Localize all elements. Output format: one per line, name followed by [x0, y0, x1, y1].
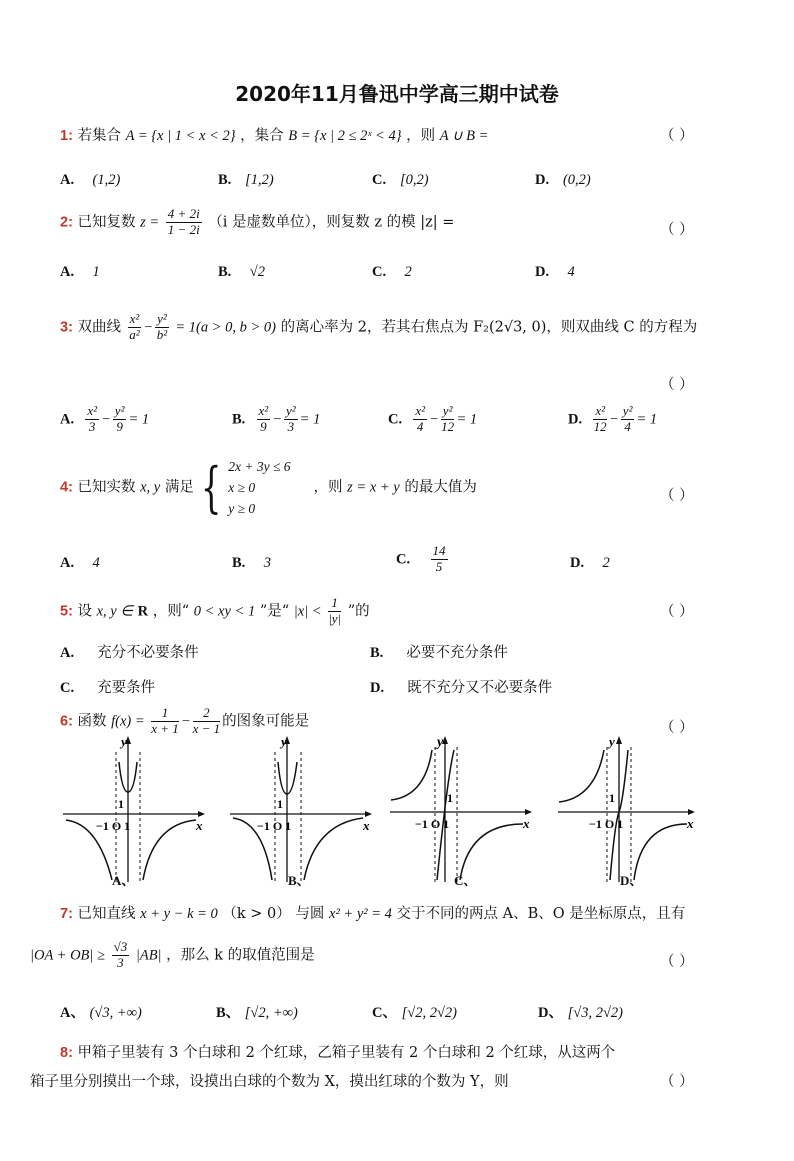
- question-text: 甲箱子里装有 3 个白球和 2 个红球，乙箱子里装有 2 个白球和 2 个红球，从这两个: [77, 1045, 616, 1061]
- question-4: [60, 456, 477, 519]
- expression: x² + y² = 4: [329, 906, 392, 922]
- option-text: (√3, +∞): [89, 1005, 142, 1021]
- numerator: x²: [129, 311, 140, 326]
- denominator: 5: [435, 558, 443, 574]
- question-number: 2:: [60, 214, 73, 231]
- question-number: 4:: [60, 479, 73, 496]
- question-8-line-2: [30, 1070, 509, 1091]
- option-text: 3: [263, 555, 271, 571]
- question-8: [60, 1041, 615, 1062]
- option-label: C.: [372, 172, 387, 188]
- expression: A ∪ B =: [439, 128, 489, 144]
- numerator: x²: [595, 403, 605, 418]
- graph-a: [58, 732, 208, 884]
- option-c: [372, 172, 429, 189]
- option-d: [538, 1001, 623, 1022]
- option-text: [√3, 2√2): [567, 1005, 623, 1021]
- numerator: y²: [285, 403, 296, 418]
- axis-x-label: x: [687, 816, 694, 831]
- question-text: ，则“: [152, 603, 190, 620]
- option-c: [396, 544, 450, 575]
- option-d: [535, 172, 591, 189]
- question-text: 满足: [164, 479, 194, 496]
- denominator: 3: [117, 954, 124, 970]
- option-text: 4: [92, 555, 100, 571]
- option-label: D、: [538, 1005, 563, 1021]
- option-label: A.: [60, 411, 75, 428]
- question-3: 3: 双曲线 $\frac{\text{x²}}{\text{a²}}$ − $\frac{\text{y²}}{\text{b²}}$ = 1(a > 0, b > 0) 的离心率为 2，若其右焦点为 F₂(2√3, 0)，则双曲线 C 的方程为: [60, 311, 698, 342]
- answer-blank: （ ）: [660, 377, 694, 393]
- option-label: D.: [568, 411, 583, 428]
- option-label: A.: [60, 645, 75, 661]
- question-text: ，则: [406, 128, 436, 144]
- denominator: 12: [441, 418, 455, 434]
- numerator: y²: [114, 403, 125, 418]
- brace: {: [200, 455, 222, 519]
- option-text: 充要条件: [97, 680, 156, 696]
- option-b: [218, 172, 274, 189]
- exam-title: 2020年11月鲁迅中学高三期中试卷: [235, 82, 559, 106]
- denominator: 1 − 2i: [167, 221, 200, 237]
- option-text: 4: [567, 264, 575, 280]
- option-c: [372, 1001, 457, 1022]
- question-5: [60, 596, 370, 627]
- constraint-system: [228, 456, 290, 519]
- question-text: 若集合: [77, 128, 122, 144]
- real-set: R: [137, 603, 149, 620]
- question-7: [60, 902, 685, 923]
- option-d: D. $\frac{\text{x²}}{12}$ − $\frac{\text{y²}}{4}$ = 1: [568, 403, 658, 434]
- option-c: [372, 264, 412, 281]
- option-b: [232, 555, 271, 572]
- tick-labels: −1 O 1: [415, 817, 450, 831]
- question-text: ，那么 k 的取值范围是: [166, 947, 315, 964]
- option-label: B.: [232, 555, 246, 571]
- expression: 0 < xy < 1: [193, 603, 256, 620]
- tick-one: 1: [447, 791, 453, 805]
- option-label: B.: [370, 645, 384, 661]
- expression: = 1(a > 0, b > 0): [175, 319, 277, 336]
- numerator: y²: [157, 311, 167, 326]
- question-text: 函数: [77, 713, 107, 730]
- numerator: 14: [432, 543, 446, 558]
- numerator: 1: [328, 596, 341, 612]
- expression: z =: [140, 214, 160, 231]
- option-label: A.: [60, 172, 75, 188]
- option-a: [60, 555, 100, 572]
- question-2: [60, 207, 454, 238]
- expression: x + y − k = 0: [140, 906, 218, 922]
- question-text: 与圆: [295, 906, 325, 922]
- answer-blank: （ ）: [660, 954, 694, 970]
- expression: f(x) =: [111, 713, 145, 730]
- option-label: C.: [60, 680, 75, 696]
- expression: = 1: [299, 411, 321, 428]
- variables: x, y ∈: [96, 603, 134, 620]
- option-label: B.: [218, 264, 232, 280]
- expression: = 1: [636, 411, 658, 428]
- question-text: ，集合: [240, 128, 284, 144]
- axis-y-label: y: [281, 734, 287, 749]
- set-a: A = {x | 1 < x < 2}: [125, 128, 236, 144]
- denominator: 3: [88, 418, 96, 434]
- answer-blank: （ ）: [660, 222, 694, 238]
- question-number: 6:: [60, 713, 73, 730]
- option-b: [218, 264, 265, 281]
- question-text: 的最大值为: [404, 479, 477, 496]
- numerator: 2: [193, 706, 221, 722]
- set-b: B = {x | 2 ≤ 2ˣ < 4}: [288, 128, 402, 144]
- constraint: x ≥ 0: [228, 480, 256, 495]
- option-label: C.: [388, 411, 403, 428]
- tick-one: 1: [118, 797, 124, 811]
- expression: |OA + OB| ≥: [30, 947, 105, 964]
- question-text: ，则: [313, 479, 343, 496]
- question-text: ”是“: [259, 603, 290, 620]
- expression: = 1: [128, 411, 150, 428]
- question-text: （k > 0）: [222, 906, 291, 922]
- option-label: D.: [535, 264, 550, 280]
- fraction: [128, 312, 142, 343]
- fraction: [328, 596, 341, 627]
- option-d: [370, 676, 552, 697]
- option-d: [535, 264, 575, 281]
- question-text: 设: [77, 603, 93, 620]
- graph-c: [385, 732, 535, 884]
- question-number: 3:: [60, 319, 73, 336]
- expression: |x| <: [293, 603, 322, 620]
- answer-blank: （ ）: [660, 1074, 694, 1090]
- denominator: x − 1: [192, 720, 221, 736]
- question-number: 8:: [60, 1045, 73, 1061]
- question-number: 7:: [60, 906, 73, 922]
- axis-y-label: y: [121, 734, 127, 749]
- denominator: 9: [260, 418, 267, 434]
- option-a: [60, 1001, 142, 1022]
- numerator: 4 + 2i: [167, 206, 200, 221]
- numerator: x²: [415, 403, 425, 418]
- option-d: [570, 555, 610, 572]
- answer-blank: （ ）: [660, 604, 694, 620]
- axis-x-label: x: [523, 816, 530, 831]
- question-number: 5:: [60, 603, 73, 620]
- option-label: C、: [372, 1005, 397, 1021]
- option-text: (0,2): [562, 172, 591, 188]
- variables: x, y: [140, 479, 161, 496]
- constraint: 2x + 3y ≤ 6: [228, 459, 291, 474]
- option-label: A.: [60, 555, 75, 571]
- axis-y-label: y: [609, 734, 615, 749]
- tick-labels: −1 O 1: [589, 817, 624, 831]
- denominator: 4: [624, 418, 631, 434]
- answer-blank: （ ）: [660, 720, 694, 736]
- answer-blank: （ ）: [660, 128, 694, 144]
- option-label: D.: [570, 555, 585, 571]
- option-label: D.: [535, 172, 550, 188]
- graph-caption: D、: [620, 873, 643, 888]
- question-7-line-2: [30, 940, 315, 971]
- denominator: 4: [416, 418, 424, 434]
- option-text: (1,2): [92, 172, 121, 188]
- question-number: 1:: [60, 128, 73, 144]
- option-a: [60, 172, 120, 189]
- denominator: 9: [116, 418, 123, 434]
- option-text: √2: [249, 264, 265, 280]
- question-text: 已知直线: [77, 906, 136, 922]
- numerator: y²: [622, 403, 633, 418]
- graph-caption: B、: [288, 873, 310, 888]
- numerator: y²: [442, 403, 453, 418]
- expression: z = x + y: [347, 479, 400, 496]
- option-label: B、: [216, 1005, 241, 1021]
- option-label: C.: [372, 264, 387, 280]
- numerator: x²: [258, 403, 269, 418]
- question-text: ”的: [347, 603, 370, 620]
- option-label: C.: [396, 551, 411, 568]
- denominator: 12: [593, 418, 607, 434]
- option-c: C. $\frac{\text{x²}}{4}$ − $\frac{\text{y²}}{12}$ = 1: [388, 403, 478, 434]
- numerator: x²: [87, 403, 97, 418]
- fraction: [166, 207, 202, 238]
- option-text: 2: [404, 264, 412, 280]
- fraction: [155, 312, 169, 343]
- tick-one: 1: [277, 797, 283, 811]
- option-a: [60, 641, 199, 662]
- denominator: b²: [156, 326, 168, 342]
- option-text: [√2, 2√2): [401, 1005, 457, 1021]
- tick-one: 1: [609, 791, 615, 805]
- option-text: 既不充分又不必要条件: [407, 680, 553, 696]
- numerator: 1: [151, 706, 179, 722]
- option-text: [1,2): [245, 172, 274, 188]
- option-label: B.: [218, 172, 232, 188]
- denominator: x + 1: [151, 720, 179, 736]
- option-text: [√2, +∞): [244, 1005, 298, 1021]
- tick-labels: −1 O 1: [96, 819, 131, 833]
- question-text: 双曲线: [77, 319, 122, 336]
- expression: = 1: [456, 411, 478, 428]
- axis-x-label: x: [363, 818, 370, 833]
- option-text: 必要不充分条件: [406, 645, 508, 661]
- option-label: D.: [370, 680, 385, 696]
- graph-b: [225, 732, 375, 884]
- question-text: 的图象可能是: [222, 713, 310, 730]
- constraint: y ≥ 0: [228, 501, 256, 516]
- denominator: |y|: [328, 610, 342, 626]
- question-text: 箱子里分别摸出一个球，设摸出白球的个数为 X，摸出红球的个数为 Y，则: [30, 1074, 509, 1090]
- answer-blank: （ ）: [660, 488, 694, 504]
- axis-x-label: x: [196, 818, 203, 833]
- question-text: 的离心率为 2，若其右焦点为 F₂(2√3, 0)，则双曲线 C 的方程为: [280, 319, 698, 336]
- option-text: 1: [92, 264, 100, 280]
- question-text: 已知复数: [77, 214, 136, 231]
- option-c: [60, 676, 155, 697]
- denominator: 3: [287, 418, 295, 434]
- option-text: [0,2): [399, 172, 429, 188]
- option-label: A.: [60, 264, 75, 280]
- expression: |AB|: [135, 947, 162, 964]
- tick-labels: −1 O 1: [257, 819, 292, 833]
- option-label: B.: [232, 411, 246, 428]
- question-text: （i 是虚数单位），则复数 z 的模 |z| =: [208, 214, 455, 231]
- graph-caption: C、: [454, 873, 477, 888]
- option-a: A. $\frac{\text{x²}}{3}$ − $\frac{\text{y²}}{9}$ = 1: [60, 403, 150, 434]
- axis-y-label: y: [437, 735, 444, 750]
- graph-caption: A、: [112, 873, 135, 888]
- option-text: 2: [602, 555, 610, 571]
- option-a: [60, 264, 100, 281]
- question-text: 已知实数: [77, 479, 136, 496]
- option-text: 充分不必要条件: [97, 645, 199, 661]
- option-b: [370, 641, 508, 662]
- question-1: [60, 124, 488, 145]
- question-6: 6: 函数 f(x) = $\frac{1}{x + 1}$ − $\frac{2}{x - 1}$ 的图象可能是: [60, 705, 310, 736]
- graph-d: [553, 732, 703, 884]
- question-text: 交于不同的两点 A、B、O 是坐标原点，且有: [396, 906, 686, 922]
- option-b: B. $\frac{\text{x²}}{9}$ − $\frac{\text{y²}}{3}$ = 1: [232, 403, 321, 434]
- option-b: [216, 1001, 298, 1022]
- option-label: A、: [60, 1005, 85, 1021]
- denominator: a²: [129, 326, 140, 342]
- numerator: √3: [113, 939, 128, 954]
